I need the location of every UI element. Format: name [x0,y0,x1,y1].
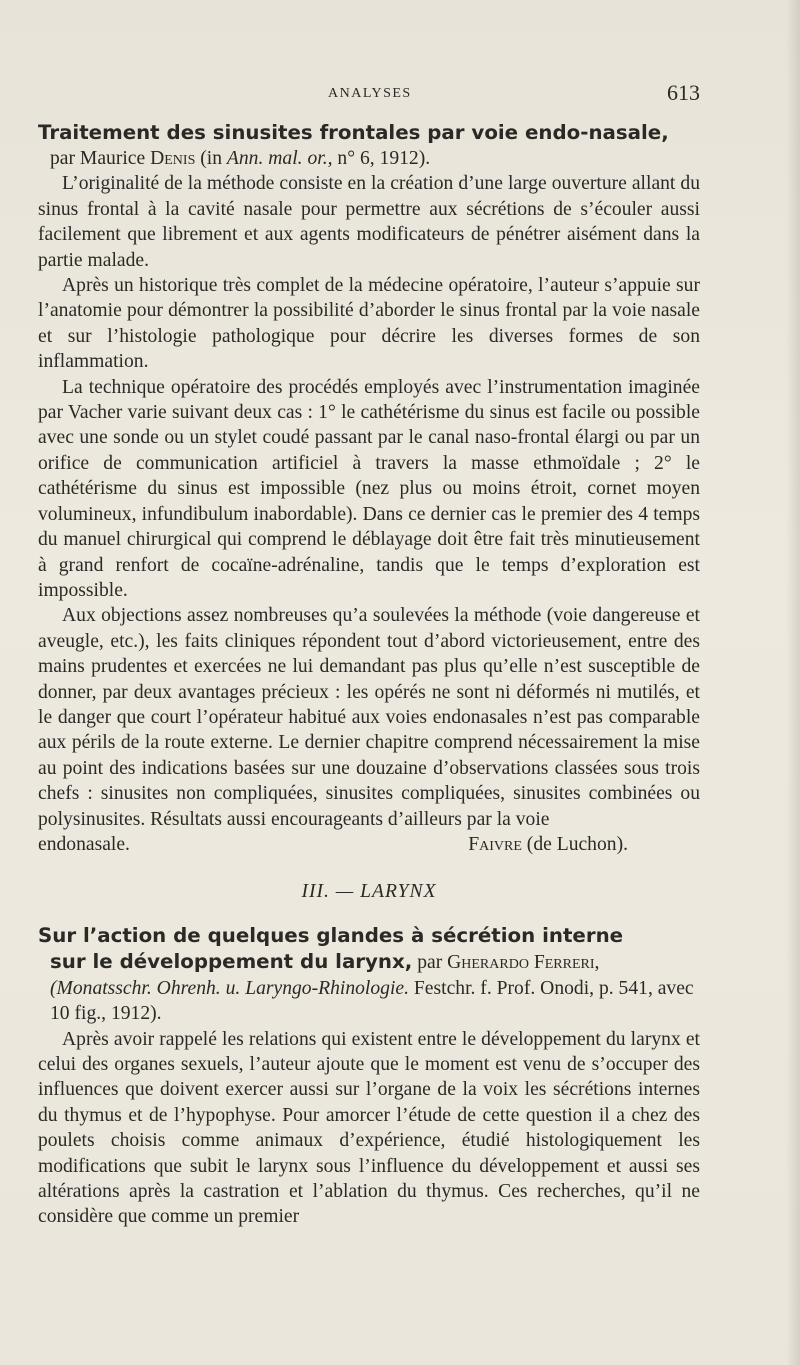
page-edge-shadow [786,0,800,1365]
article1-title: Traitement des sinusites frontales par voie endo-nasale, [38,121,669,144]
article1-paragraph-3: La technique opératoire des procédés employés avec l’instrumentation imaginée par Vacher varie suivant deux cas : 1° le cathétérisme du sinus est facile ou possible avec une sonde ou un stylet coudé passant par le canal naso-frontal élargi ou par un orifice de communication artificiel à travers la masse ethmoïdale ; 2° le cathétérisme du sinus est impossible (nez plus ou moins étroit, cornet moyen volumineux, infundibulum inabordable). Dans ce dernier cas le premier des 4 temps du manuel chirurgical qui comprend le déblayage doit être fait très minutieusement à grand renfort de cocaïne-adrénaline, tandis que le temps d’exploration est impossible. [38,376,700,601]
page-number: 613 [667,80,700,105]
ref-rest: n° 6, 1912). [332,148,431,169]
article1-paragraph-4: Aux objections assez nombreuses qu’a soulevées la méthode (voie dangereuse et aveugle, etc.), les faits cliniques répondent tout d’abord victorieusement, entre des mains prudentes et exercées ne lui demandant pas plus qu’elle n’est susceptible de donner, par deux avantages précieux : les opérés ne sont ni déformés ni mutilés, et le danger que court l’opérateur habitué aux voies endonasales n’est pas comparable aux périls de la route externe. Le dernier chapitre comprend nécessairement la mise au point des indications basées sur une douzaine d’observations classées sous trois chefs : sinusites non compliquées, sinusites compliquées, sinusites combinées ou polysinusites. Résultats aussi encourageants d’ailleurs par la voie [38,605,700,830]
article2-paragraph-1: Après avoir rappelé les relations qui existent entre le développement du larynx et celui des organes sexuels, l’auteur ajoute que le moment est venu de s’occuper des influences que doivent exercer aussi sur l’organe de la voix les sécrétions internes du thymus et de l’hypophyse. Pour amorcer l’étude de cette question il a chez des poulets choisis comme animaux d’expérience, étudié histologiquement les modifications que subit le larynx sous l’influence du développement et aussi ses altérations après la castration et l’ablation du thymus. Ces recherches, qu’il ne considère que comme un premier [38,1028,700,1228]
article2-title-line2: sur le développement du larynx, [50,949,413,973]
signature-name: Faivre [468,833,522,855]
article1-signature-line [38,832,700,857]
article1-paragraph-2: Après un historique très complet de la médecine opératoire, l’auteur s’appuie sur l’anatomie pour démontrer la possibilité d’aborder le sinus frontal par la voie nasale et sur l’histologie pathologique pour décrire les diverses formes de son inflammation. [38,275,700,373]
final-word: endonasale. [38,833,130,855]
article1-byline [38,146,700,171]
byline-prefix: par Maurice [50,148,151,169]
article2-byline [412,952,599,973]
running-title: ANALYSES [328,86,412,101]
article2-title-line1: Sur l’action de quelques glandes à sécrétion interne [38,923,624,947]
article1-author: Denis [150,148,196,169]
article2-byline-prefix: par [412,951,448,973]
article2-author: Gherardo Ferreri, [447,951,600,973]
article2-title [38,923,700,976]
signature [468,832,700,857]
article2-journal: (Monatsschr. Ohrenh. u. Laryngo-Rhinologie. [50,977,410,999]
signature-place: (de Luchon). [521,833,628,855]
article1-paragraph-1: L’originalité de la méthode consiste en la création d’une large ouverture allant du sinus frontal à la cavité nasale pour permettre aux sécrétions de s’écouler aussi facilement que librement et aux agents modificateurs de pénétrer aisément dans la partie malade. [38,173,700,271]
article1-journal: Ann. mal. or., [226,148,333,169]
ref-open: (in [195,148,227,169]
page-content [38,120,700,1230]
article2-reference [38,976,700,1027]
running-head [36,80,700,110]
section-heading: III. — LARYNX [301,881,437,903]
article2-ref-rest: Festchr. f. Prof. Onodi, p. 541, avec 10 fig., 1912). [50,977,694,1025]
